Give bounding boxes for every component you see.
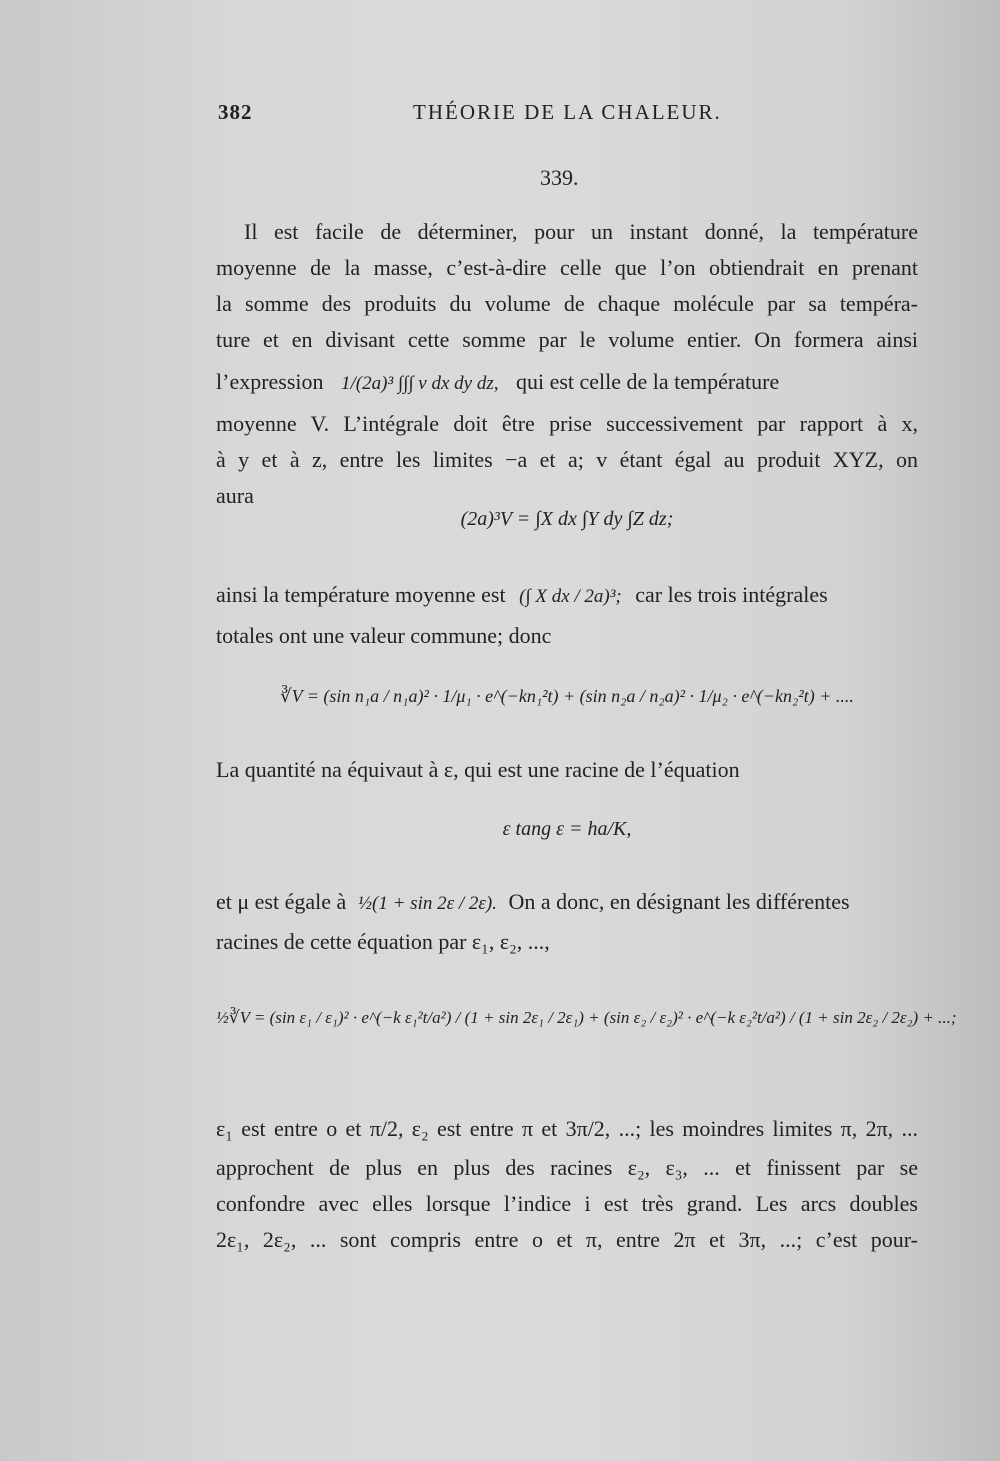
text-line: 2ε₁, 2ε₂, ... sont compris entre o et π, entre 2π et 3π, ...; c’est pour-: [216, 1227, 918, 1252]
text-line: Il est facile de déterminer, pour un instant donné, la température: [244, 219, 918, 244]
text-fragment: qui est celle de la température: [515, 369, 780, 394]
page-header: [218, 100, 918, 130]
paragraph-average: [216, 572, 918, 654]
equation-tangent: ε tang ε = ha/K,: [502, 818, 632, 840]
paragraph-mean-temperature: [216, 214, 918, 514]
inline-formula: ½(1 + sin 2ε / 2ε).: [357, 893, 497, 914]
text-line: aura: [216, 483, 254, 508]
text-fragment: On a donc, en désignant les différentes: [508, 889, 850, 914]
text-line: ε₁ est entre o et π/2, ε₂ est entre π et 3π/2, ...; les moindres limites π, 2π, ...: [216, 1116, 918, 1141]
text-line: racines de cette équation par ε₁, ε₂, ...,: [216, 929, 550, 954]
running-title: THÉORIE DE LA CHALEUR.: [413, 100, 722, 124]
text-line: à y et à z, entre les limites −a et a; v étant égal au produit XYZ, on: [216, 447, 918, 472]
text-line: La quantité na équivaut à ε, qui est une racine de l’équation: [216, 757, 740, 782]
text-line: [216, 358, 918, 406]
text-fragment: car les trois intégrales: [635, 582, 828, 607]
text-fragment: l’expression: [216, 369, 324, 394]
text-line: confondre avec elles lorsque l’indice i est très grand. Les arcs doubles: [216, 1191, 918, 1216]
text-fragment: et μ est égale à: [216, 889, 347, 914]
inline-formula: (∫ X dx / 2a)³;: [519, 586, 622, 607]
paragraph-quantity: [216, 752, 918, 788]
section-number: 339.: [540, 165, 579, 190]
page-number: 382: [218, 100, 253, 124]
text-line: totales ont une valeur commune; donc: [216, 623, 552, 648]
text-line: [216, 572, 918, 618]
text-line: ture et en divisant cette somme par le volume entier. On formera ainsi: [216, 327, 918, 352]
text-line: moyenne V. L’intégrale doit être prise successivement par rapport à x,: [216, 411, 918, 436]
paragraph-roots: [216, 1108, 918, 1258]
text-line: [216, 880, 918, 924]
inline-formula: 1/(2a)³ ∫∫∫ v dx dy dz,: [341, 373, 499, 394]
equation-integral: (2a)³V = ∫X dx ∫Y dy ∫Z dz;: [460, 508, 674, 530]
text-fragment: ainsi la température moyenne est: [216, 582, 506, 607]
text-line: la somme des produits du volume de chaque molécule par sa tempéra-: [216, 291, 918, 316]
equation-series-epsilon: ½∛V = (sin ε₁ / ε₁)² · e^(−k ε₁²t/a²) / (1 + sin 2ε₁ / 2ε₁) + (sin ε₂ / ε₂)² · e^(−k ε₂²t/a²) / (1 + sin 2ε₂ / 2ε₂) + ...;: [216, 1008, 957, 1027]
text-line: moyenne de la masse, c’est-à-dire celle que l’on obtiendrait en prenant: [216, 255, 918, 280]
text-line: approchent de plus en plus des racines ε₂, ε₃, ... et finissent par se: [216, 1155, 918, 1180]
paragraph-mu: [216, 880, 918, 960]
equation-series-v: ∛V = (sin n₁a / n₁a)² · 1/μ₁ · e^(−kn₁²t) + (sin n₂a / n₂a)² · 1/μ₂ · e^(−kn₂²t) + ....: [280, 686, 854, 706]
